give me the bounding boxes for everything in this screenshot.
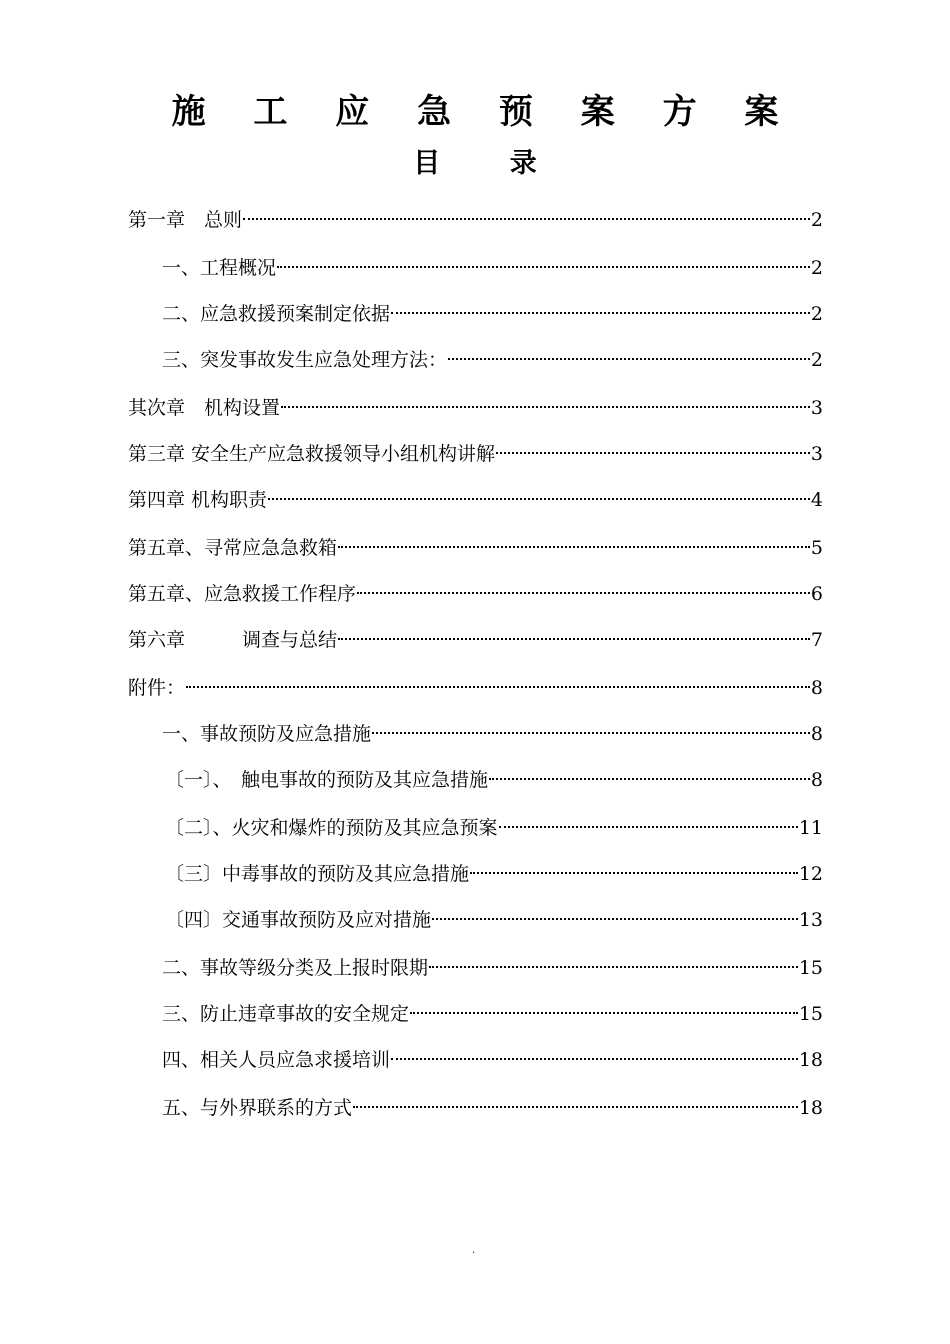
toc-entry[interactable] <box>162 992 823 1028</box>
toc-entry-page-number: 3 <box>810 443 823 465</box>
toc-entry[interactable] <box>165 852 823 888</box>
toc-entry-page-number: 8 <box>810 769 823 791</box>
toc-entry-page-number: 13 <box>798 909 823 931</box>
toc-dot-leader <box>391 1038 798 1066</box>
toc-entry-page-number: 15 <box>798 957 823 979</box>
toc-entry[interactable] <box>162 1086 823 1122</box>
toc-entry-label: 三、突发事故发生应急处理方法： <box>162 349 448 371</box>
toc-entry[interactable] <box>128 526 823 562</box>
toc-entry-label: 第五章、寻常应急急救箱 <box>128 537 338 559</box>
toc-dot-leader <box>391 292 810 320</box>
toc-entry-label: 第五章、应急救援工作程序 <box>128 583 357 605</box>
toc-entry[interactable] <box>162 1038 823 1074</box>
toc-dot-leader <box>268 478 810 506</box>
toc-dot-leader <box>277 246 810 274</box>
toc-entry[interactable] <box>165 758 823 794</box>
toc-dot-leader <box>372 712 810 740</box>
toc-entry[interactable] <box>128 198 823 234</box>
toc-dot-leader <box>353 1086 798 1114</box>
toc-entry-page-number: 2 <box>810 209 823 231</box>
toc-entry-label: 其次章 机构设置 <box>128 397 281 419</box>
toc-entry-label: 四、相关人员应急求援培训 <box>162 1049 391 1071</box>
toc-dot-leader <box>281 386 810 414</box>
toc-dot-leader <box>186 666 810 694</box>
toc-entry-page-number: 6 <box>810 583 823 605</box>
footer-mark: . <box>472 1245 476 1256</box>
toc-entry-page-number: 18 <box>798 1097 823 1119</box>
toc-entry-label: 第三章 安全生产应急救援领导小组机构讲解 <box>128 443 496 465</box>
toc-dot-leader <box>338 618 810 646</box>
toc-entry-page-number: 18 <box>798 1049 823 1071</box>
toc-dot-leader <box>429 946 798 974</box>
toc-entry[interactable] <box>162 946 823 982</box>
toc-entry-page-number: 2 <box>810 257 823 279</box>
toc-dot-leader <box>243 198 810 226</box>
toc-entry-label: 第四章 机构职责 <box>128 489 268 511</box>
toc-dot-leader <box>489 758 810 786</box>
toc-entry-label: 二、事故等级分类及上报时限期 <box>162 957 429 979</box>
toc-entry-label: 附件： <box>128 677 186 699</box>
toc-entry-label: 〔四〕交通事故预防及应对措施 <box>165 909 432 931</box>
toc-entry-label: 〔一〕、 触电事故的预防及其应急措施 <box>165 769 489 791</box>
toc-entry[interactable] <box>128 618 823 654</box>
toc-entry-page-number: 2 <box>810 303 823 325</box>
toc-dot-leader <box>470 852 798 880</box>
toc-entry-page-number: 3 <box>810 397 823 419</box>
toc-entry-page-number: 12 <box>798 863 823 885</box>
toc-entry-page-number: 15 <box>798 1003 823 1025</box>
toc-entry-label: 五、与外界联系的方式 <box>162 1097 353 1119</box>
toc-entry-label: 一、事故预防及应急措施 <box>162 723 372 745</box>
toc-entry[interactable] <box>128 666 823 702</box>
toc-entry-label: 二、应急救援预案制定依据 <box>162 303 391 325</box>
toc-entry[interactable] <box>162 246 823 282</box>
toc-entry[interactable] <box>128 386 823 422</box>
toc-entry-label: 第六章 调查与总结 <box>128 629 338 651</box>
toc-entry-label: 〔三〕中毒事故的预防及其应急措施 <box>165 863 470 885</box>
toc-heading: 目 录 <box>413 148 567 179</box>
document-title: 施 工 应 急 预 案 方 案 <box>171 92 797 132</box>
toc-entry[interactable] <box>162 292 823 328</box>
toc-entry[interactable] <box>165 898 823 934</box>
toc-entry-page-number: 8 <box>810 723 823 745</box>
toc-entry[interactable] <box>128 478 823 514</box>
toc-entry[interactable] <box>165 806 823 842</box>
toc-dot-leader <box>357 572 810 600</box>
toc-dot-leader <box>499 806 798 834</box>
toc-entry-label: 〔二〕、火灾和爆炸的预防及其应急预案 <box>165 817 498 839</box>
toc-entry-page-number: 8 <box>810 677 823 699</box>
toc-entry-page-number: 7 <box>810 629 823 651</box>
toc-entry-page-number: 5 <box>810 537 823 559</box>
toc-entry[interactable] <box>162 712 823 748</box>
toc-entry-page-number: 2 <box>810 349 823 371</box>
toc-dot-leader <box>410 992 798 1020</box>
toc-entry-page-number: 11 <box>798 817 823 839</box>
toc-entry-label: 一、工程概况 <box>162 257 277 279</box>
toc-entry[interactable] <box>128 432 823 468</box>
toc-dot-leader <box>496 432 810 460</box>
toc-entry[interactable] <box>162 338 823 374</box>
toc-entry-page-number: 4 <box>810 489 823 511</box>
toc-entry[interactable] <box>128 572 823 608</box>
toc-dot-leader <box>338 526 810 554</box>
toc-dot-leader <box>448 338 810 366</box>
toc-dot-leader <box>432 898 798 926</box>
toc-entry-label: 三、防止违章事故的安全规定 <box>162 1003 410 1025</box>
toc-entry-label: 第一章 总则 <box>128 209 243 231</box>
